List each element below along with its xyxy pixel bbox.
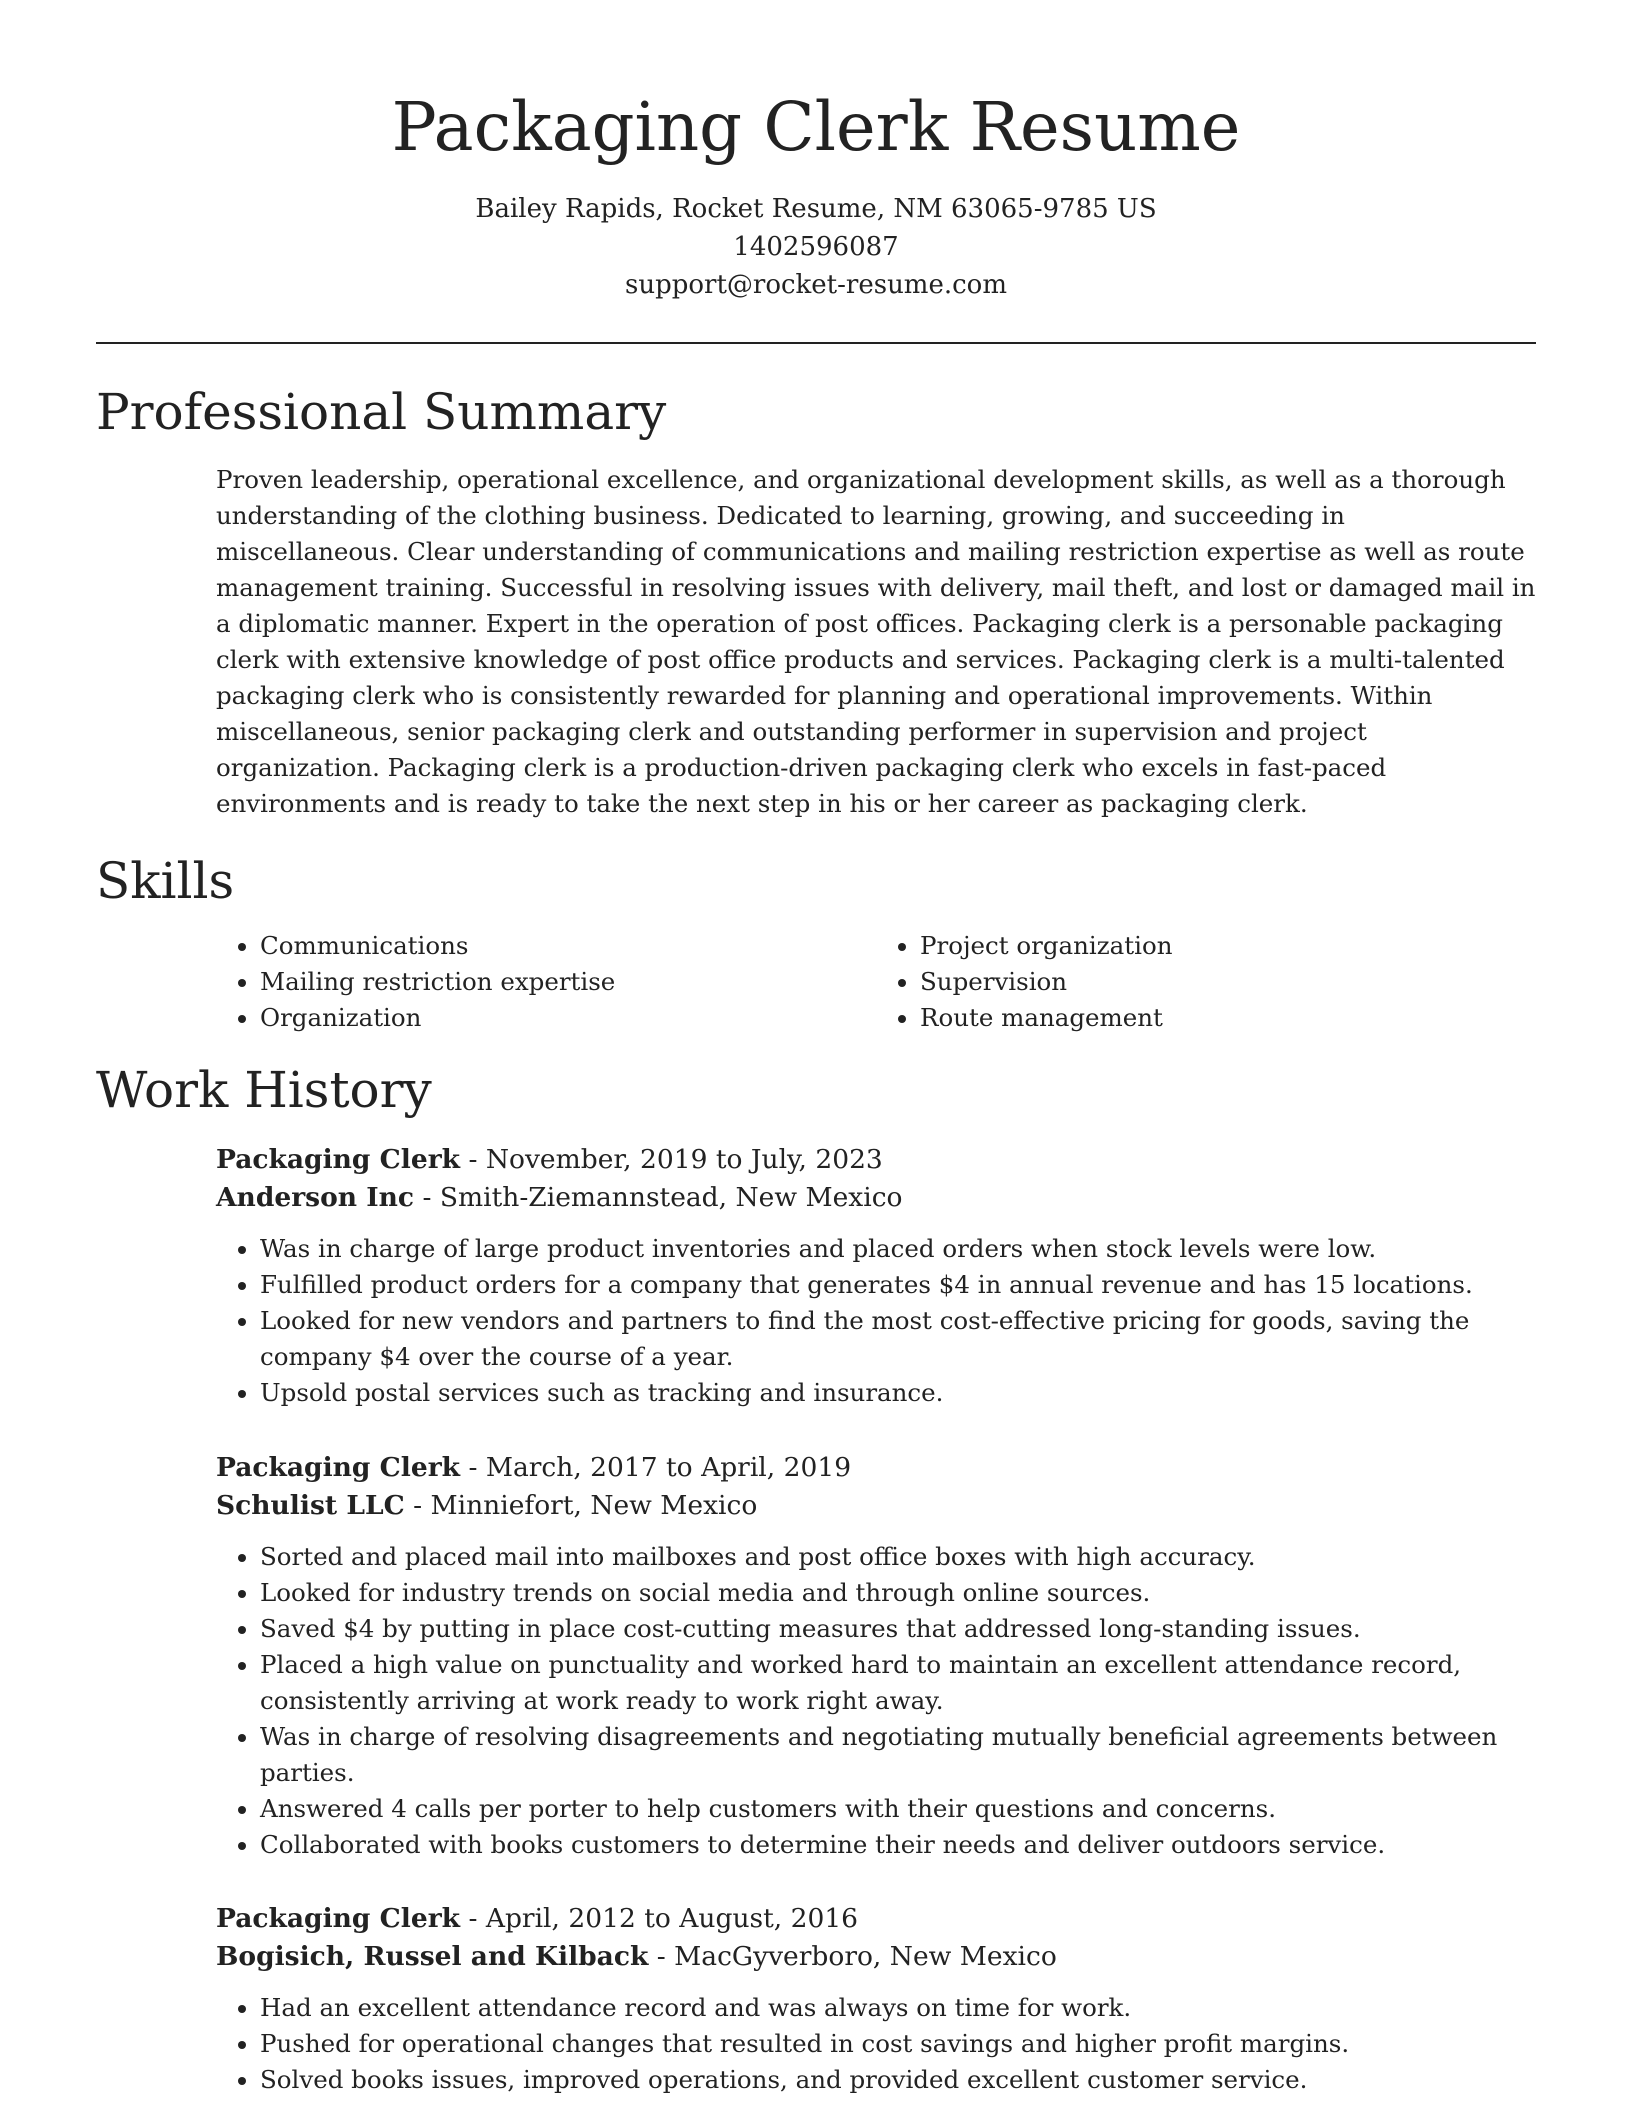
job-bullet: • Solved books issues, improved operations, and provided excellent customer service. (260, 2062, 1536, 2098)
job-bullet: • Looked for new vendors and partners to find the most cost-effective pricing for goods, saving the company $4 over the course of a year. (260, 1303, 1536, 1375)
contact-email: support@rocket-resume.com (624, 270, 1007, 300)
job-dates: - April, 2012 to August, 2016 (460, 1903, 859, 1934)
job-company-line (216, 1938, 1536, 1976)
job-bullet: • Pushed for operational changes that resulted in cost savings and higher profit margins. (260, 2026, 1536, 2062)
contact-address: Bailey Rapids, Rocket Resume, NM 63065-9785 US (475, 194, 1157, 224)
job-company: Bogisich, Russel and Kilback (216, 1941, 649, 1972)
job-bullet: • Had an excellent attendance record and was always on time for work. (260, 1990, 1536, 2026)
job-title: Packaging Clerk (216, 1452, 461, 1483)
header-divider (96, 342, 1536, 344)
skill-item: • Communications (260, 928, 876, 964)
skills-list (216, 928, 1536, 1036)
job-title-line (216, 1141, 1536, 1179)
skill-item: • Project organization (920, 928, 1536, 964)
job-bullet: • Placed a high value on punctuality and worked hard to maintain an excellent attendance record, consistently arriving at work ready to work right away. (260, 1647, 1536, 1719)
job-bullet: • Sorted and placed mail into mailboxes and post office boxes with high accuracy. (260, 1539, 1536, 1575)
summary-heading: Professional Summary (96, 383, 667, 441)
job-bullet: • Saved $4 by putting in place cost-cutting measures that addressed long-standing issues. (260, 1611, 1536, 1647)
job-bullet: • Was in charge of resolving disagreements and negotiating mutually beneficial agreements between parties. (260, 1719, 1536, 1791)
job-bullets (216, 1539, 1536, 1863)
job-bullet: • Looked for industry trends on social media and through online sources. (260, 1575, 1536, 1611)
job-entry (216, 1449, 1536, 1863)
skills-column-right (876, 928, 1536, 1036)
summary-text: Proven leadership, operational excellence, and organizational development skills, as well as a thorough understanding of the clothing business. Dedicated to learning, growing, and succeeding in miscellaneous. Clear understanding of communications and mailing restriction expertise as well as route management training. Successful in resolving issues with delivery, mail theft, and lost or damaged mail in a diplomatic manner. Expert in the operation of post offices. Packaging clerk is a personable packaging clerk with extensive knowledge of post office products and services. Packaging clerk is a multi-talented packaging clerk who is consistently rewarded for planning and operational improvements. Within miscellaneous, senior packaging clerk and outstanding performer in supervision and project organization. Packaging clerk is a production-driven packaging clerk who excels in fast-paced environments and is ready to take the next step in his or her career as packaging clerk. (216, 465, 1536, 818)
job-dates: - March, 2017 to April, 2019 (460, 1452, 852, 1483)
work-history-heading: Work History (96, 1061, 432, 1119)
job-location: - MacGyverboro, New Mexico (648, 1941, 1057, 1972)
job-bullets (216, 1990, 1536, 2098)
job-company: Anderson Inc (216, 1182, 415, 1213)
resume-title: Packaging Clerk Resume (391, 88, 1241, 166)
job-title: Packaging Clerk (216, 1903, 461, 1934)
job-bullet: • Answered 4 calls per porter to help customers with their questions and concerns. (260, 1791, 1536, 1827)
skill-item: • Mailing restriction expertise (260, 964, 876, 1000)
skills-column-left (216, 928, 876, 1036)
job-title-line (216, 1900, 1536, 1938)
job-location: - Smith-Ziemannstead, New Mexico (414, 1182, 903, 1213)
job-company-line (216, 1487, 1536, 1525)
job-bullets (216, 1231, 1536, 1411)
job-bullet: • Was in charge of large product inventories and placed orders when stock levels were low. (260, 1231, 1536, 1267)
job-entry (216, 1900, 1536, 2098)
job-entry (216, 1141, 1536, 1411)
job-company: Schulist LLC (216, 1490, 405, 1521)
job-location: - Minniefort, New Mexico (404, 1490, 758, 1521)
skill-item: • Supervision (920, 964, 1536, 1000)
job-dates: - November, 2019 to July, 2023 (460, 1144, 883, 1175)
job-bullet: • Upsold postal services such as tracking and insurance. (260, 1375, 1536, 1411)
job-company-line (216, 1179, 1536, 1217)
job-title: Packaging Clerk (216, 1144, 461, 1175)
job-bullet: • Fulfilled product orders for a company that generates $4 in annual revenue and has 15 locations. (260, 1267, 1536, 1303)
job-bullet: • Collaborated with books customers to determine their needs and deliver outdoors service. (260, 1827, 1536, 1863)
contact-block (0, 190, 1632, 304)
job-title-line (216, 1449, 1536, 1487)
skills-heading: Skills (96, 852, 235, 910)
skill-item: • Route management (920, 1000, 1536, 1036)
contact-phone: 1402596087 (733, 232, 899, 262)
skill-item: • Organization (260, 1000, 876, 1036)
